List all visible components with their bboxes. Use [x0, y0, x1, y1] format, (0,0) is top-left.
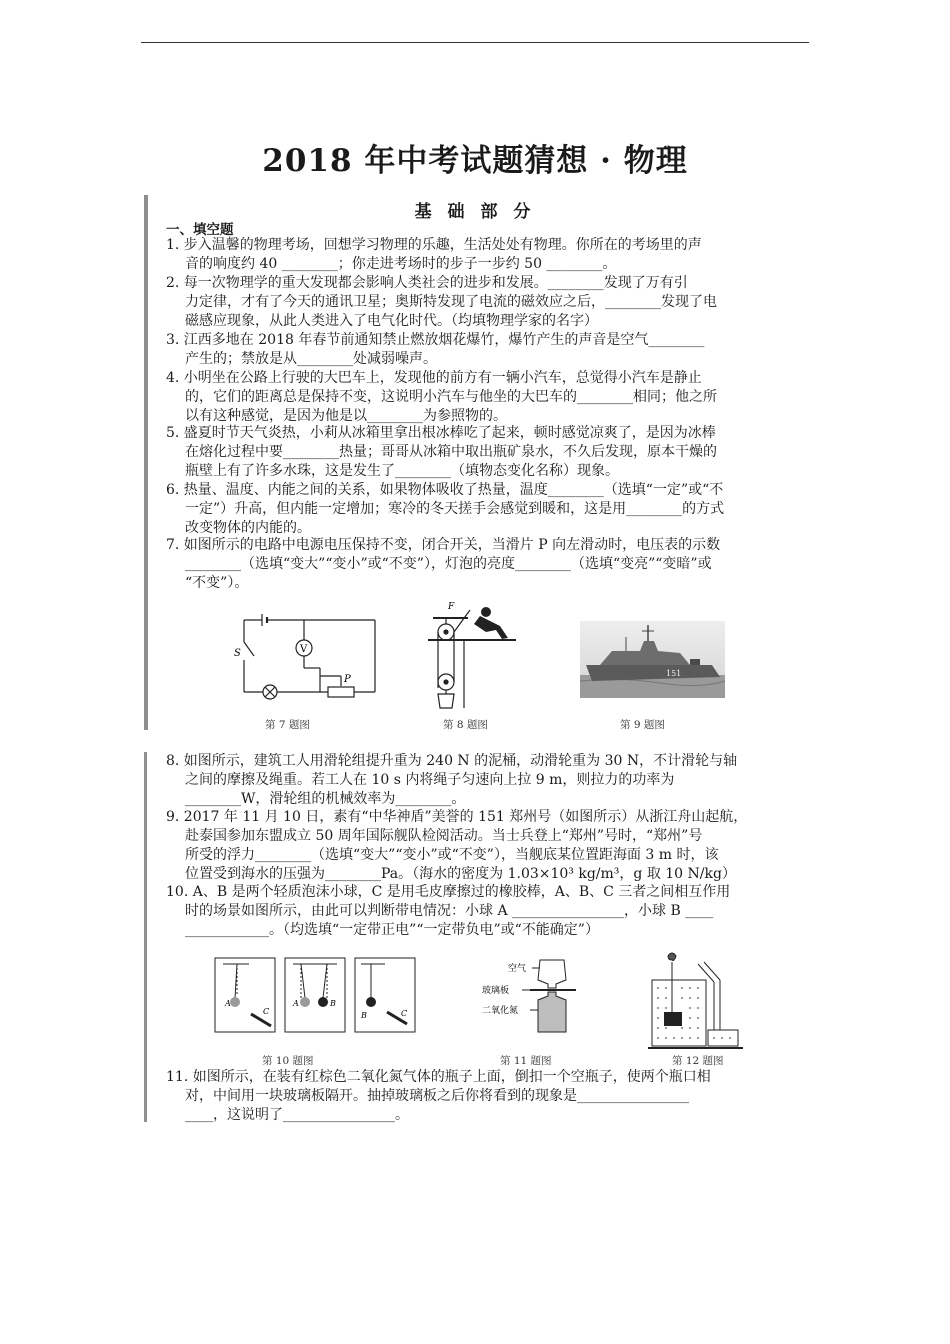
figure-caption: 第 10 题图: [262, 1055, 314, 1067]
ball-b-label: B: [330, 999, 336, 1008]
ship-number: 151: [666, 669, 682, 678]
question-line: 2. 每一次物理学的重大发现都会影响人类社会的进步和发展。________发现了万有引: [166, 275, 688, 291]
bottles-diagram: [480, 956, 580, 1036]
question-line: 时的场景如图所示，由此可以判断带电情况：小球 A ________________，小球 B ____: [185, 903, 714, 919]
figure-caption: 第 11 题图: [500, 1055, 552, 1067]
question-line: 力定律，才有了今天的通讯卫星；奥斯特发现了电流的磁效应之后，________发现了电: [185, 294, 717, 310]
question-line: 产生的；禁放是从________处减弱噪声。: [185, 351, 437, 367]
question-line: 8. 如图所示，建筑工人用滑轮组提升重为 240 N 的泥桶，动滑轮重为 30 N，不计滑轮与轴: [166, 753, 738, 769]
question-line: 对，中间用一块玻璃板隔开。抽掉玻璃板之后你将看到的现象是________________: [185, 1088, 689, 1104]
question-line: “不变”）。: [185, 575, 249, 591]
margin-bar: [144, 195, 148, 730]
question-11: [166, 1068, 711, 1125]
question-line: 11. 如图所示，在装有红棕色二氧化氮气体的瓶子上面，倒扣一个空瓶子，使两个瓶口相: [166, 1069, 711, 1085]
question-line: 一定”）升高，但内能一定增加；寒冷的冬天搓手会感觉到暖和，这是用________的方式: [185, 501, 725, 517]
question-6: [166, 481, 724, 538]
question-line: 9. 2017 年 11 月 10 日，素有“中华神盾”美誉的 151 郑州号（如图所示）从浙江舟山起航，: [166, 809, 748, 825]
switch-label: S: [234, 648, 241, 659]
top-rule: [141, 42, 809, 43]
question-7: [166, 536, 720, 593]
question-2: [166, 274, 717, 331]
charged-balls-diagram: [215, 958, 415, 1033]
figure-caption: 第 8 题图: [443, 719, 488, 731]
question-line: 5. 盛夏时节天气炎热，小莉从冰箱里拿出根冰棒吃了起来，顿时感觉凉爽了，是因为冰棒: [166, 425, 716, 441]
question-9: [166, 808, 747, 884]
rod-c-label: C: [401, 1009, 408, 1018]
ball-a-label: A: [293, 999, 299, 1008]
question-3: [166, 331, 704, 369]
question-line: ____________。（均选填“一定带正电”“一定带负电”或“不能确定”）: [185, 922, 599, 938]
warship-photo: [580, 621, 725, 698]
question-line: 改变物体的内能的。: [185, 520, 311, 536]
ball-a-label: A: [225, 999, 231, 1008]
ball-b-label: B: [361, 1011, 367, 1020]
question-line: 瓶壁上有了许多水珠，这是发生了________（填物态变化名称）现象。: [185, 463, 619, 479]
figure-caption: 第 7 题图: [265, 719, 310, 731]
question-1: [166, 236, 702, 274]
glass-plate-label: 玻璃板: [482, 986, 510, 996]
question-line: 3. 江西多地在 2018 年春节前通知禁止燃放烟花爆竹，爆竹产生的声音是空气________: [166, 332, 705, 348]
pulley-diagram: [428, 602, 518, 712]
question-line: 位置受到海水的压强为________Pa。（海水的密度为 1.03×10³ kg/m³，g 取 10 N/kg）: [185, 866, 736, 882]
page-title: 2018 年中考试题猜想 · 物理: [262, 143, 688, 179]
question-line: 所受的浮力________（选填“变大”“变小”或“不变”），当舰底某位置距海面 3 m 时，该: [185, 847, 719, 863]
part-label: 一、填空题: [166, 222, 234, 238]
question-line: ________W，滑轮组的机械效率为________。: [185, 791, 466, 807]
force-label: F: [448, 602, 455, 612]
air-label: 空气: [508, 964, 527, 974]
question-line: 以有这种感觉，是因为他是以________为参照物的。: [185, 408, 507, 424]
beaker-diagram: [648, 950, 743, 1054]
question-line: ________（选填“变大”“变小”或“不变”），灯泡的亮度________（选填“变亮”“变暗”或: [185, 556, 712, 572]
question-line: 磁感应现象，从此人类进入了电气化时代。（均填物理学家的名字）: [185, 313, 598, 329]
question-line: 赴泰国参加东盟成立 50 周年国际舰队检阅活动。当士兵登上“郑州”号时，“郑州”号: [185, 828, 703, 844]
question-line: 之间的摩擦及绳重。若工人在 10 s 内将绳子匀速向上拉 9 m，则拉力的功率为: [185, 772, 675, 788]
section-title: 基 础 部 分: [414, 202, 536, 222]
question-line: 4. 小明坐在公路上行驶的大巴车上，发现他的前方有一辆小汽车，总觉得小汽车是静止: [166, 370, 702, 386]
question-line: 在熔化过程中要________热量；哥哥从冰箱中取出瓶矿泉水，不久后发现，原本干燥的: [185, 444, 717, 460]
question-line: 的，它们的距离总是保持不变，这说明小汽车与他坐的大巴车的________相同；他之所: [185, 389, 717, 405]
margin-bar: [144, 752, 147, 1122]
no2-label: 二氧化氮: [482, 1006, 519, 1016]
question-line: ____，这说明了________________。: [185, 1107, 409, 1123]
circuit-diagram: [232, 612, 377, 700]
question-5: [166, 424, 717, 481]
figure-caption: 第 12 题图: [672, 1055, 724, 1067]
figure-caption: 第 9 题图: [620, 719, 665, 731]
question-4: [166, 369, 717, 426]
question-line: 1. 步入温馨的物理考场，回想学习物理的乐趣，生活处处有物理。你所在的考场里的声: [166, 237, 702, 253]
question-10: [166, 883, 730, 940]
question-line: 音的响度约 40 ________；你走进考场时的步子一步约 50 ________。: [185, 256, 617, 272]
question-line: 10. A、B 是两个轻质泡沫小球，C 是用毛皮摩擦过的橡胶棒，A、B、C 三者之间相互作用: [166, 884, 731, 900]
question-line: 6. 热量、温度、内能之间的关系，如果物体吸收了热量，温度________（选填“一定”或“不: [166, 482, 724, 498]
question-line: 7. 如图所示的电路中电源电压保持不变，闭合开关，当滑片 P 向左滑动时，电压表的示数: [166, 537, 721, 553]
slider-label: P: [344, 674, 351, 685]
rod-c-label: C: [263, 1007, 270, 1016]
question-8: [166, 752, 737, 809]
voltmeter-label: V: [300, 644, 308, 655]
